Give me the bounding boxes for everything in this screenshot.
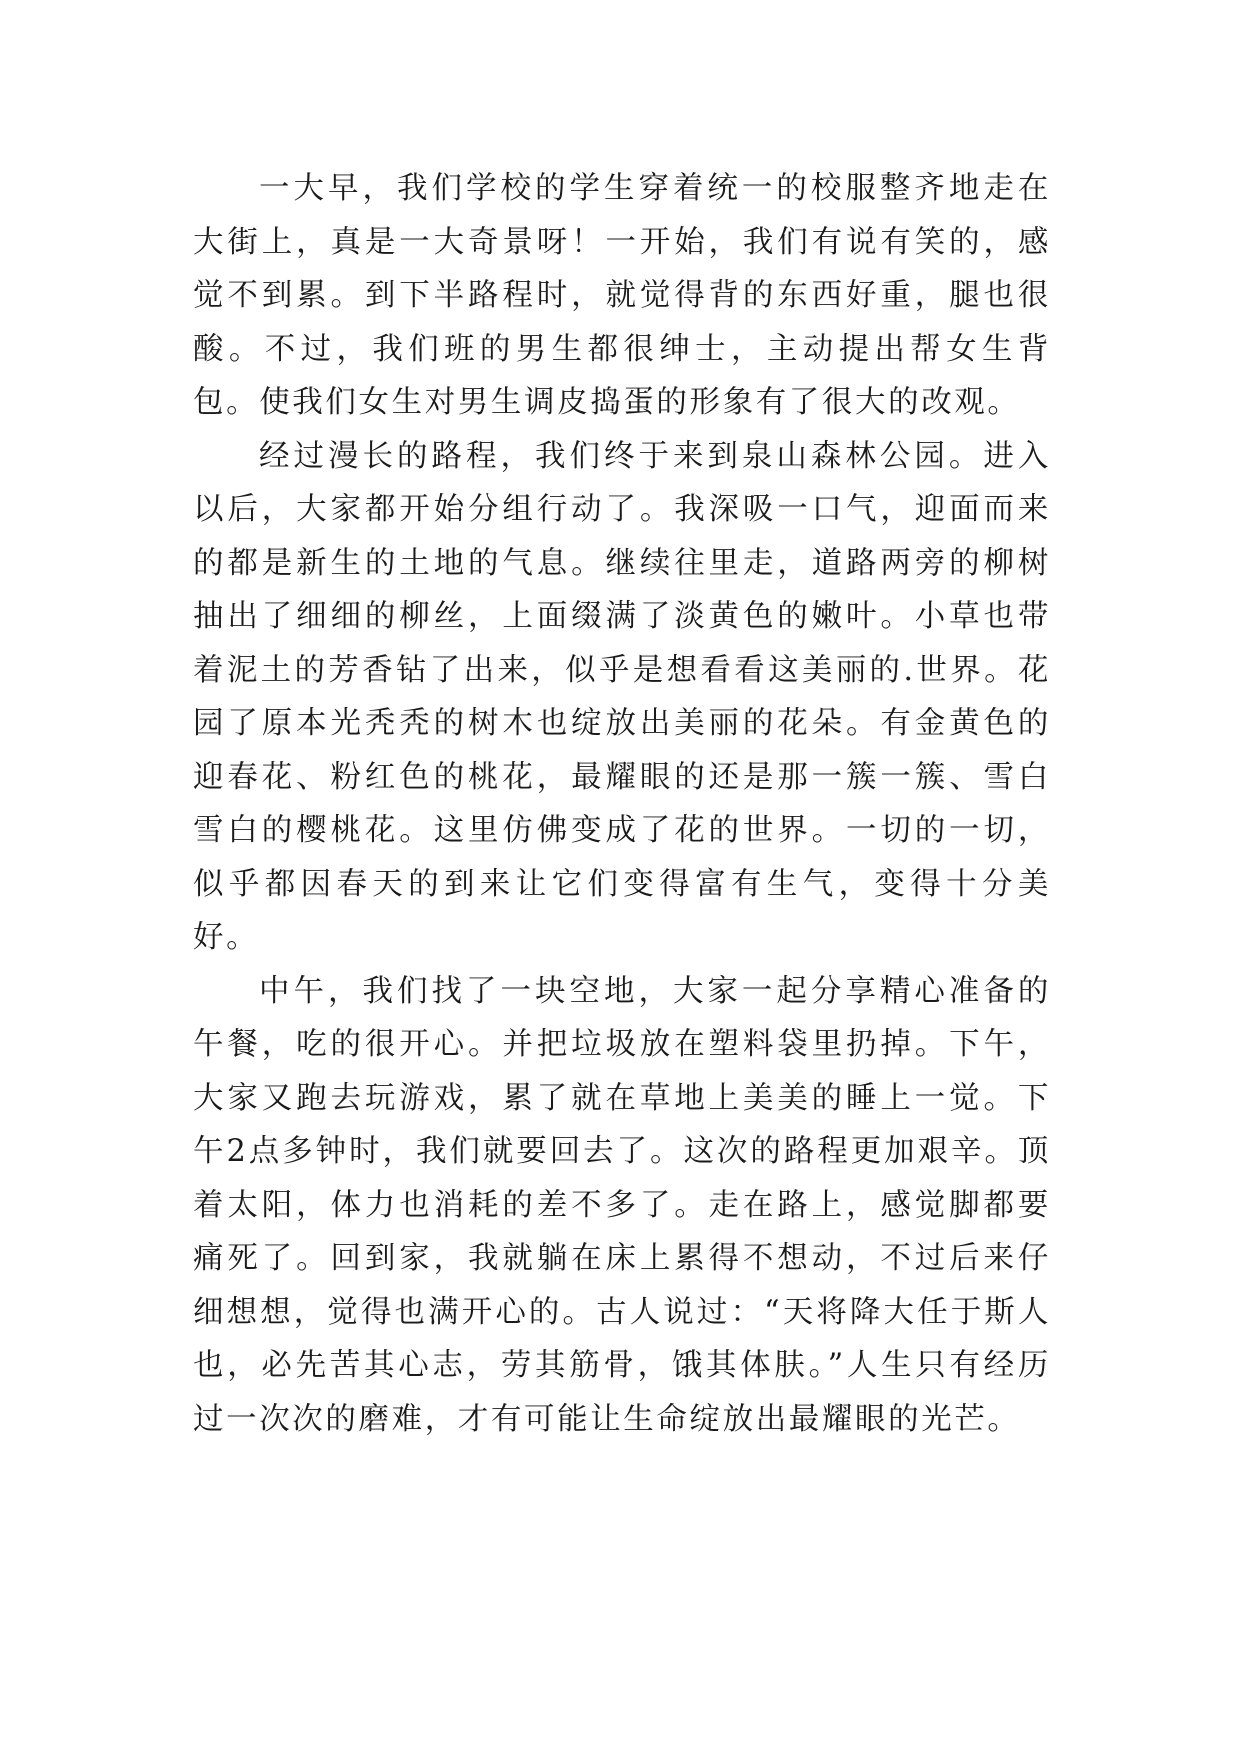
essay-body <box>193 162 1051 1446</box>
paragraph-3: 中午，我们找了一块空地，大家一起分享精心准备的午餐，吃的很开心。并把垃圾放在塑料袋里扔掉。下午，大家又跑去玩游戏，累了就在草地上美美的睡上一觉。下午2点多钟时，我们就要回去了。这次的路程更加艰辛。顶着太阳，体力也消耗的差不多了。走在路上，感觉脚都要痛死了。回到家，我就躺在床上累得不想动，不过后来仔细想想，觉得也满开心的。古人说过：“天将降大任于斯人也，必先苦其心志，劳其筋骨，饿其体肤。”人生只有经历过一次次的磨难，才有可能让生命绽放出最耀眼的光芒。 <box>193 973 1051 1437</box>
paragraph-1: 一大早，我们学校的学生穿着统一的校服整齐地走在大街上，真是一大奇景呀！一开始，我们有说有笑的，感觉不到累。到下半路程时，就觉得背的东西好重，腿也很酸。不过，我们班的男生都很绅士，主动提出帮女生背包。使我们女生对男生调皮捣蛋的形象有了很大的改观。 <box>193 171 1051 420</box>
paragraph-2: 经过漫长的路程，我们终于来到泉山森林公园。进入以后，大家都开始分组行动了。我深吸一口气，迎面而来的都是新生的土地的气息。继续往里走，道路两旁的柳树抽出了细细的柳丝，上面缀满了淡黄色的嫩叶。小草也带着泥土的芳香钻了出来，似乎是想看看这美丽的.世界。花园了原本光秃秃的树木也绽放出美丽的花朵。有金黄色的迎春花、粉红色的桃花，最耀眼的还是那一簇一簇、雪白雪白的樱桃花。这里仿佛变成了花的世界。一切的一切，似乎都因春天的到来让它们变得富有生气，变得十分美好。 <box>193 438 1051 955</box>
